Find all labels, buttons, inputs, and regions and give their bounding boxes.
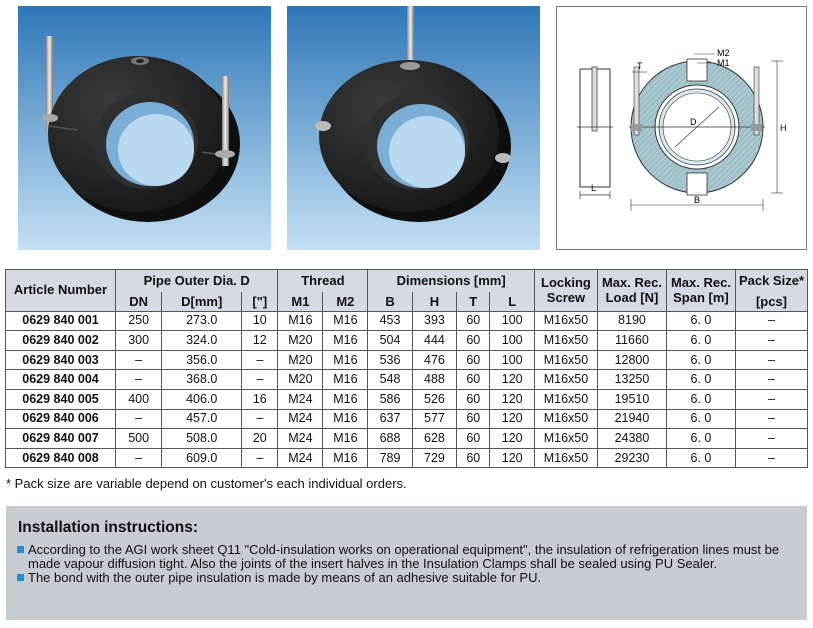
table-cell: 0629 840 002 <box>6 331 116 351</box>
label-m2: M2 <box>717 48 730 58</box>
table-cell: M16 <box>323 311 368 331</box>
table-cell: 609.0 <box>162 448 242 468</box>
label-l: L <box>591 183 597 193</box>
table-cell: 29230 <box>597 448 666 468</box>
table-row <box>6 389 808 409</box>
table-cell: 0629 840 001 <box>6 311 116 331</box>
table-cell: M24 <box>278 389 323 409</box>
table-cell: 0629 840 006 <box>6 409 116 429</box>
table-cell: – <box>735 311 807 331</box>
table-cell: 12 <box>242 331 278 351</box>
header-l: L <box>490 292 535 311</box>
label-b: B <box>694 195 701 205</box>
table-cell: – <box>735 331 807 351</box>
table-cell: 60 <box>457 448 490 468</box>
technical-drawing <box>556 6 807 250</box>
table-cell: M16x50 <box>534 448 597 468</box>
installation-list <box>16 543 797 585</box>
table-cell: 60 <box>457 370 490 390</box>
table-cell: 6. 0 <box>666 448 735 468</box>
installation-item <box>16 543 797 570</box>
table-cell: 637 <box>368 409 412 429</box>
table-cell: 6. 0 <box>666 429 735 449</box>
table-cell: 400 <box>116 389 162 409</box>
table-cell: 0629 840 003 <box>6 350 116 370</box>
table-cell: 406.0 <box>162 389 242 409</box>
table-cell: – <box>735 448 807 468</box>
table-cell: M16x50 <box>534 350 597 370</box>
table-cell: 6. 0 <box>666 350 735 370</box>
header-locking-screw: Locking Screw <box>534 270 597 312</box>
table-row <box>6 370 808 390</box>
table-row <box>6 429 808 449</box>
header-b: B <box>368 292 412 311</box>
table-cell: 6. 0 <box>666 311 735 331</box>
table-cell: M16x50 <box>534 429 597 449</box>
table-cell: M16 <box>323 448 368 468</box>
table-cell: M20 <box>278 370 323 390</box>
table-cell: 789 <box>368 448 412 468</box>
installation-item <box>16 571 797 585</box>
table-cell: M16x50 <box>534 331 597 351</box>
table-cell: – <box>735 370 807 390</box>
table-cell: 0629 840 005 <box>6 389 116 409</box>
table-cell: 60 <box>457 409 490 429</box>
table-cell: M16 <box>323 331 368 351</box>
table-cell: 120 <box>490 429 535 449</box>
table-cell: M20 <box>278 331 323 351</box>
table-row <box>6 350 808 370</box>
table-cell: 628 <box>412 429 456 449</box>
label-m1: M1 <box>717 58 730 68</box>
table-cell: 60 <box>457 350 490 370</box>
table-cell: M24 <box>278 409 323 429</box>
table-cell: 729 <box>412 448 456 468</box>
table-cell: 368.0 <box>162 370 242 390</box>
header-d-mm: D[mm] <box>162 292 242 311</box>
product-photo-two-bolts <box>18 6 271 250</box>
table-cell: – <box>735 389 807 409</box>
header-max-rec-load: Max. Rec. Load [N] <box>597 270 666 312</box>
table-cell: 120 <box>490 389 535 409</box>
table-cell: 11660 <box>597 331 666 351</box>
installation-title: Installation instructions: <box>18 519 198 536</box>
table-cell: – <box>116 448 162 468</box>
table-cell: 20 <box>242 429 278 449</box>
table-cell: – <box>116 370 162 390</box>
table-cell: 10 <box>242 311 278 331</box>
table-cell: 536 <box>368 350 412 370</box>
table-cell: M20 <box>278 350 323 370</box>
table-cell: 508.0 <box>162 429 242 449</box>
table-row <box>6 311 808 331</box>
table-cell: 60 <box>457 331 490 351</box>
table-body <box>6 311 808 468</box>
table-cell: M16 <box>323 350 368 370</box>
table-row <box>6 331 808 351</box>
table-cell: M16 <box>323 429 368 449</box>
table-cell: 526 <box>412 389 456 409</box>
table-cell: – <box>242 448 278 468</box>
table-cell: 6. 0 <box>666 370 735 390</box>
table-cell: 24380 <box>597 429 666 449</box>
header-h: H <box>412 292 456 311</box>
table-cell: 120 <box>490 448 535 468</box>
table-cell: 100 <box>490 350 535 370</box>
table-cell: 0629 840 004 <box>6 370 116 390</box>
table-cell: – <box>735 429 807 449</box>
table-cell: 6. 0 <box>666 409 735 429</box>
table-cell: M24 <box>278 448 323 468</box>
table-cell: 60 <box>457 311 490 331</box>
table-cell: M16 <box>323 409 368 429</box>
table-cell: 13250 <box>597 370 666 390</box>
table-cell: 548 <box>368 370 412 390</box>
table-cell: 356.0 <box>162 350 242 370</box>
header-max-rec-span: Max. Rec. Span [m] <box>666 270 735 312</box>
header-pack-unit: [pcs] <box>735 292 807 311</box>
header-pack-size: Pack Size* <box>735 270 807 293</box>
table-cell: 0629 840 007 <box>6 429 116 449</box>
square-bullet-icon <box>17 574 24 581</box>
table-cell: M24 <box>278 429 323 449</box>
header-dn: DN <box>116 292 162 311</box>
table-cell: 300 <box>116 331 162 351</box>
installation-item-text: The bond with the outer pipe insulation is made by means of an adhesive suitable for PU. <box>28 570 542 586</box>
table-cell: 6. 0 <box>666 389 735 409</box>
table-cell: 8190 <box>597 311 666 331</box>
table-cell: 100 <box>490 311 535 331</box>
table-cell: M16x50 <box>534 311 597 331</box>
table-cell: M16 <box>278 311 323 331</box>
header-inch: ["] <box>242 292 278 311</box>
header-dimensions: Dimensions [mm] <box>368 270 535 293</box>
table-cell: 488 <box>412 370 456 390</box>
table-cell: 19510 <box>597 389 666 409</box>
table-cell: M16 <box>323 370 368 390</box>
table-cell: – <box>735 350 807 370</box>
table-cell: – <box>242 409 278 429</box>
table-row <box>6 409 808 429</box>
table-cell: 324.0 <box>162 331 242 351</box>
label-d: D <box>690 117 697 127</box>
installation-item-text: According to the AGI work sheet Q11 "Cold-insulation works on operational equipment", the insulation of refrigeration lines must be made vapour diffusion tight. Also the joints of the insert halves in the Insulation Clamps shall be sealed using PU Sealer. <box>28 542 780 571</box>
table-cell: 6. 0 <box>666 331 735 351</box>
table-cell: 457.0 <box>162 409 242 429</box>
table-cell: – <box>735 409 807 429</box>
label-h: H <box>780 123 787 133</box>
header-m1: M1 <box>278 292 323 311</box>
table-cell: 688 <box>368 429 412 449</box>
table-cell: M16x50 <box>534 409 597 429</box>
table-cell: 444 <box>412 331 456 351</box>
table-cell: 273.0 <box>162 311 242 331</box>
table-cell: 500 <box>116 429 162 449</box>
table-cell: 21940 <box>597 409 666 429</box>
table-cell: 16 <box>242 389 278 409</box>
table-cell: 250 <box>116 311 162 331</box>
pack-size-note: * Pack size are variable depend on customer's each individual orders. <box>6 476 407 491</box>
table-cell: M16 <box>323 389 368 409</box>
table-cell: 60 <box>457 389 490 409</box>
label-t: T <box>637 61 643 71</box>
table-cell: – <box>242 370 278 390</box>
table-cell: – <box>116 350 162 370</box>
table-cell: 100 <box>490 331 535 351</box>
installation-panel <box>6 506 807 620</box>
square-bullet-icon <box>17 546 24 553</box>
table-cell: 453 <box>368 311 412 331</box>
header-article-number: Article Number <box>6 270 116 312</box>
table-cell: 120 <box>490 370 535 390</box>
table-cell: 577 <box>412 409 456 429</box>
table-cell: 504 <box>368 331 412 351</box>
table-cell: 120 <box>490 409 535 429</box>
specification-table <box>5 269 808 468</box>
table-cell: 476 <box>412 350 456 370</box>
table-row <box>6 448 808 468</box>
product-photo-top-rod <box>287 6 540 250</box>
header-thread: Thread <box>278 270 368 293</box>
table-cell: 393 <box>412 311 456 331</box>
table-cell: 0629 840 008 <box>6 448 116 468</box>
table-cell: M16x50 <box>534 370 597 390</box>
header-m2: M2 <box>323 292 368 311</box>
table-cell: 12800 <box>597 350 666 370</box>
table-cell: – <box>242 350 278 370</box>
header-pipe-outer-dia: Pipe Outer Dia. D <box>116 270 278 293</box>
table-cell: 586 <box>368 389 412 409</box>
table-cell: M16x50 <box>534 389 597 409</box>
table-cell: – <box>116 409 162 429</box>
header-t: T <box>457 292 490 311</box>
table-cell: 60 <box>457 429 490 449</box>
